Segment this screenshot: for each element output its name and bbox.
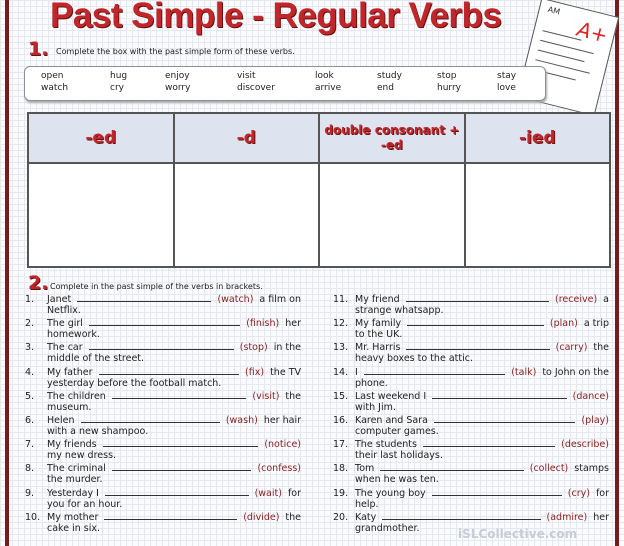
item-text-after: for — [287, 487, 301, 499]
verb-word: study — [377, 71, 402, 81]
answer-blank[interactable] — [103, 438, 259, 447]
verb-word: love — [497, 83, 516, 93]
exercise-item — [333, 390, 609, 414]
item-text: My mother — [47, 511, 99, 523]
item-verb: (play) — [581, 414, 609, 426]
header-double-consonant: double consonant + -ed — [320, 114, 464, 162]
item-number: 19. — [333, 487, 349, 499]
item-verb: (finish) — [246, 318, 280, 330]
verb-word: watch — [41, 83, 69, 93]
item-verb: (talk) — [511, 366, 537, 378]
item-number: 10. — [25, 511, 41, 523]
exercise-item — [25, 317, 301, 341]
item-text: Karen and Sara — [355, 414, 428, 426]
verb-word: stay — [497, 71, 517, 81]
item-text-after: for — [595, 487, 609, 499]
item-text-after: to John on the — [542, 366, 609, 378]
item-text-after: stamps — [574, 463, 609, 475]
verb-word: discover — [237, 83, 275, 93]
header-d: -d — [175, 114, 319, 162]
item-number: 2. — [25, 318, 35, 330]
item-number: 5. — [25, 390, 35, 402]
item-continuation: homework. — [47, 329, 100, 341]
item-continuation: yesterday before the football match. — [47, 377, 222, 389]
exam-paper-illustration: AM A+ — [517, 0, 619, 116]
verb-word: hurry — [437, 83, 461, 93]
item-continuation: the murder. — [47, 474, 103, 486]
item-continuation: heavy boxes to the attic. — [355, 353, 473, 365]
answer-blank[interactable] — [89, 341, 234, 350]
answer-blank[interactable] — [99, 366, 240, 375]
watermark: iSLCollective.com — [458, 527, 578, 541]
exercise-item — [25, 487, 301, 511]
item-text: The children — [47, 390, 106, 402]
exercise-item — [333, 487, 609, 511]
page-title: Past Simple - Regular Verbs — [50, 0, 502, 35]
item-continuation: with Jim. — [355, 401, 396, 413]
item-number: 1. — [25, 294, 35, 305]
exercise-item — [25, 390, 301, 414]
item-verb: (notice) — [264, 439, 301, 451]
item-text: My family — [355, 318, 402, 330]
item-text-after: the — [285, 511, 301, 523]
item-text: Tom — [355, 463, 375, 475]
item-number: 17. — [333, 439, 349, 451]
item-continuation: with a new shampoo. — [47, 425, 149, 437]
items-left-column — [25, 293, 301, 535]
answer-blank[interactable] — [104, 511, 237, 520]
answer-blank[interactable] — [434, 414, 576, 423]
item-continuation: my new dress. — [47, 450, 117, 462]
answer-blank[interactable] — [423, 438, 555, 447]
exercise-item — [25, 511, 301, 535]
item-verb: (describe) — [561, 439, 609, 451]
exercise-item — [25, 438, 301, 462]
answer-blank[interactable] — [364, 366, 505, 375]
item-verb: (dance) — [572, 390, 609, 402]
item-number: 16. — [333, 414, 349, 426]
item-text: The girl — [47, 318, 83, 330]
item-text-after: a — [603, 294, 609, 305]
item-continuation: to the UK. — [355, 329, 403, 341]
item-text: The young boy — [355, 487, 426, 499]
item-text: I — [355, 366, 358, 378]
item-text-after: a film on — [259, 294, 301, 305]
item-continuation: when he was ten. — [355, 474, 439, 486]
item-text: Katy — [355, 511, 377, 523]
item-continuation: you for an hour. — [47, 498, 123, 510]
border-right — [615, 0, 619, 546]
item-number: 9. — [25, 487, 35, 499]
item-number: 6. — [25, 414, 35, 426]
answer-cell-d[interactable] — [175, 164, 319, 266]
item-text-after: in the — [273, 342, 301, 354]
verb-word: arrive — [315, 83, 342, 93]
item-number: 13. — [333, 342, 349, 354]
exercise-2-number: 2. — [28, 272, 49, 294]
item-text: Helen — [47, 414, 75, 426]
verb-word: hug — [110, 71, 128, 81]
item-verb: (cry) — [567, 487, 590, 499]
item-text-after: the TV — [270, 366, 301, 378]
item-text: My father — [47, 366, 93, 378]
verb-word: open — [41, 71, 64, 81]
exercise-item — [333, 366, 609, 390]
item-number: 14. — [333, 366, 349, 378]
item-verb: (admire) — [546, 511, 588, 523]
item-number: 3. — [25, 342, 35, 354]
answer-blank[interactable] — [432, 487, 562, 496]
item-continuation: computer games. — [355, 425, 439, 437]
answer-blank[interactable] — [380, 462, 523, 471]
item-verb: (plan) — [549, 318, 578, 330]
item-text: Mr. Harris — [355, 342, 401, 354]
item-verb: (stop) — [239, 342, 268, 354]
item-verb: (wait) — [254, 487, 282, 499]
item-text-after: the — [593, 342, 609, 354]
border-left — [5, 0, 9, 546]
item-continuation: phone. — [355, 377, 388, 389]
exercise-1-number: 1. — [28, 38, 49, 60]
item-continuation: strange whatsapp. — [355, 305, 444, 316]
item-text: The students — [355, 439, 417, 451]
item-text: Last weekend I — [355, 390, 427, 402]
item-continuation: middle of the street. — [47, 353, 145, 365]
item-text-after: her — [593, 511, 609, 523]
item-text: Yesterday I — [47, 487, 99, 499]
item-text-after: a trip — [583, 318, 609, 330]
item-number: 4. — [25, 366, 35, 378]
answer-blank[interactable] — [81, 414, 220, 423]
exercise-item — [25, 414, 301, 438]
item-number: 11. — [333, 294, 349, 305]
answer-blank[interactable] — [407, 317, 544, 326]
item-number: 15. — [333, 390, 349, 402]
answer-blank[interactable] — [89, 317, 240, 326]
answer-table — [27, 112, 611, 268]
exercise-item — [333, 341, 609, 365]
answer-blank[interactable] — [112, 462, 252, 471]
item-verb: (wash) — [225, 414, 258, 426]
header-ied: -ied — [466, 114, 610, 162]
item-number: 8. — [25, 463, 35, 475]
verb-word: end — [377, 83, 394, 93]
answer-blank[interactable] — [432, 390, 566, 399]
header-ed: -ed — [29, 114, 173, 162]
item-number: 7. — [25, 439, 35, 451]
answer-blank[interactable] — [406, 293, 549, 302]
exercise-item — [333, 317, 609, 341]
item-text-after: her hair — [263, 414, 301, 426]
item-number: 20. — [333, 511, 349, 523]
verb-word: worry — [165, 83, 191, 93]
item-verb: (collect) — [529, 463, 569, 475]
item-text: My friend — [355, 294, 400, 305]
item-text: The criminal — [47, 463, 106, 475]
answer-blank[interactable] — [406, 341, 549, 350]
exercise-item — [25, 366, 301, 390]
item-number: 18. — [333, 463, 349, 475]
answer-blank[interactable] — [77, 293, 211, 302]
answer-blank[interactable] — [382, 511, 540, 520]
verb-word: stop — [437, 71, 457, 81]
exercise-item — [333, 462, 609, 486]
answer-cell-ed[interactable] — [29, 164, 173, 266]
exercise-item — [25, 462, 301, 486]
item-number: 12. — [333, 318, 349, 330]
item-verb: (divide) — [243, 511, 280, 523]
answer-blank[interactable] — [105, 487, 249, 496]
item-verb: (watch) — [217, 294, 254, 305]
exercise-item — [25, 341, 301, 365]
verb-word: visit — [237, 71, 256, 81]
exercise-item — [333, 438, 609, 462]
item-verb: (receive) — [555, 294, 598, 305]
answer-blank[interactable] — [112, 390, 247, 399]
verb-word: enjoy — [165, 71, 190, 81]
items-right-column — [333, 293, 609, 535]
item-verb: (confess) — [257, 463, 301, 475]
item-text: My friends — [47, 439, 97, 451]
answer-cell-ied[interactable] — [466, 164, 610, 266]
exercise-1-instruction: Complete the box with the past simple form of these verbs. — [56, 47, 295, 56]
item-continuation: cake in six. — [47, 522, 100, 534]
verb-box — [24, 66, 546, 101]
item-verb: (visit) — [252, 390, 280, 402]
verb-word: cry — [110, 83, 124, 93]
exercise-item — [333, 293, 609, 317]
item-verb: (carry) — [555, 342, 588, 354]
exercise-item — [333, 414, 609, 438]
item-text-after: her — [285, 318, 301, 330]
answer-cell-double[interactable] — [320, 164, 464, 266]
item-continuation: museum. — [47, 401, 92, 413]
item-text: Janet — [47, 294, 72, 305]
item-continuation: help. — [355, 498, 379, 510]
item-text-after: the — [285, 390, 301, 402]
exercise-item — [25, 293, 301, 317]
item-continuation: grandmother. — [355, 522, 420, 534]
exercise-2-instruction: Complete in the past simple of the verbs in brackets. — [50, 282, 263, 291]
verb-word: look — [315, 71, 334, 81]
item-continuation: Netflix. — [47, 305, 81, 316]
item-verb: (fix) — [245, 366, 265, 378]
item-continuation: their last holidays. — [355, 450, 443, 462]
item-text: The car — [47, 342, 83, 354]
